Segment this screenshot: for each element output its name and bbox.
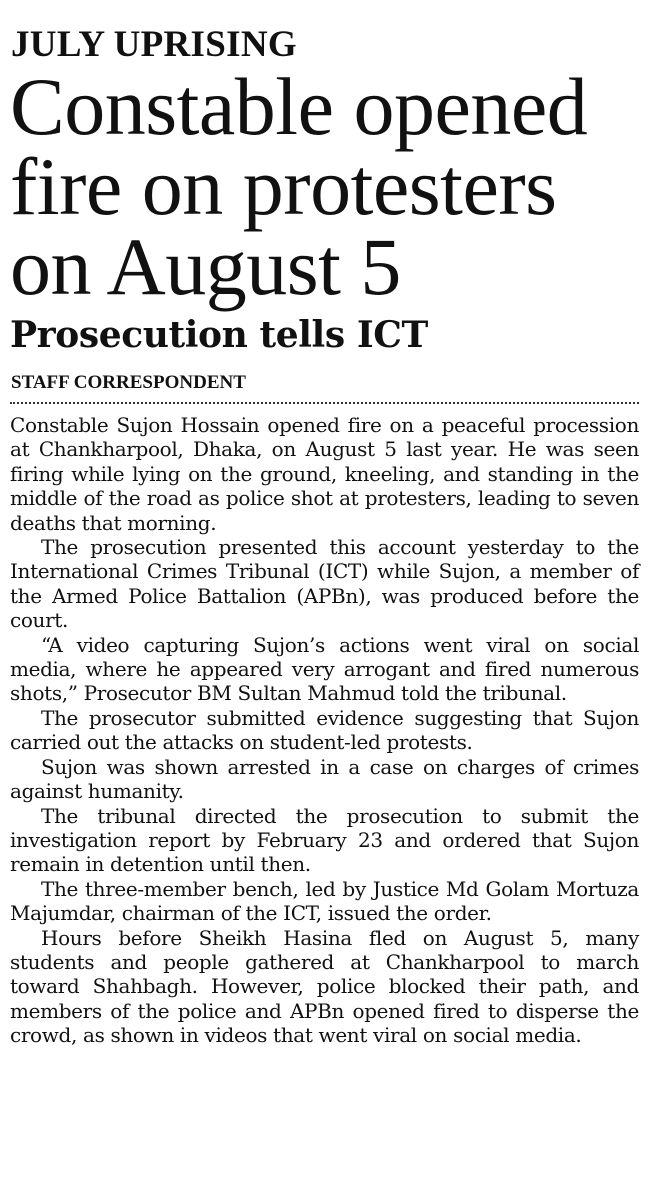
headline-line: fire on protesters: [10, 141, 557, 232]
dotted-divider: [10, 402, 639, 404]
article-kicker: JULY UPRISING: [11, 24, 297, 65]
article-paragraph: The tribunal directed the prosecution to submit the investigation report by February 23 and ordered that Sujon remain in detention until then.: [10, 803, 639, 877]
article-paragraph: Constable Sujon Hossain opened fire on a peaceful procession at Chankharpool, Dhaka, on August 5 last year. He was seen firing while lying on the ground, kneeling, and standing in the middle of the road as police shot at protesters, leading to seven deaths that morning.: [10, 413, 639, 535]
headline-line: Constable opened: [10, 61, 588, 152]
article-paragraph: Hours before Sheikh Hasina fled on August 5, many students and people gathered at Chankharpool to march toward Shahbagh. However, police blocked their path, and members of the police and APBn opened fired to disperse the crowd, as shown in videos that went viral on social media.: [10, 925, 639, 1048]
article-paragraph: The prosecutor submitted evidence suggesting that Sujon carried out the attacks on student-led protests.: [10, 705, 639, 755]
article-paragraph: The prosecution presented this account yesterday to the International Crimes Tribunal (ICT) while Sujon, a member of the Armed Police Battalion (APBn), was produced before the court.: [10, 535, 639, 633]
headline-line: on August 5: [10, 221, 401, 312]
news-article: [0, 24, 649, 1199]
article-paragraph: The three-member bench, led by Justice Md Golam Mortuza Majumdar, chairman of the ICT, issued the order.: [10, 876, 639, 926]
article-paragraph: Sujon was shown arrested in a case on charges of crimes against humanity.: [10, 754, 639, 804]
article-byline: STAFF CORRESPONDENT: [11, 372, 246, 393]
article-body: [10, 413, 639, 1048]
article-headline: [10, 61, 639, 312]
article-paragraph: “A video capturing Sujon’s actions went viral on social media, where he appeared very arrogant and fired numerous shots,” Prosecutor BM Sultan Mahmud told the tribunal.: [10, 632, 639, 706]
article-subheadline: Prosecution tells ICT: [10, 314, 428, 356]
